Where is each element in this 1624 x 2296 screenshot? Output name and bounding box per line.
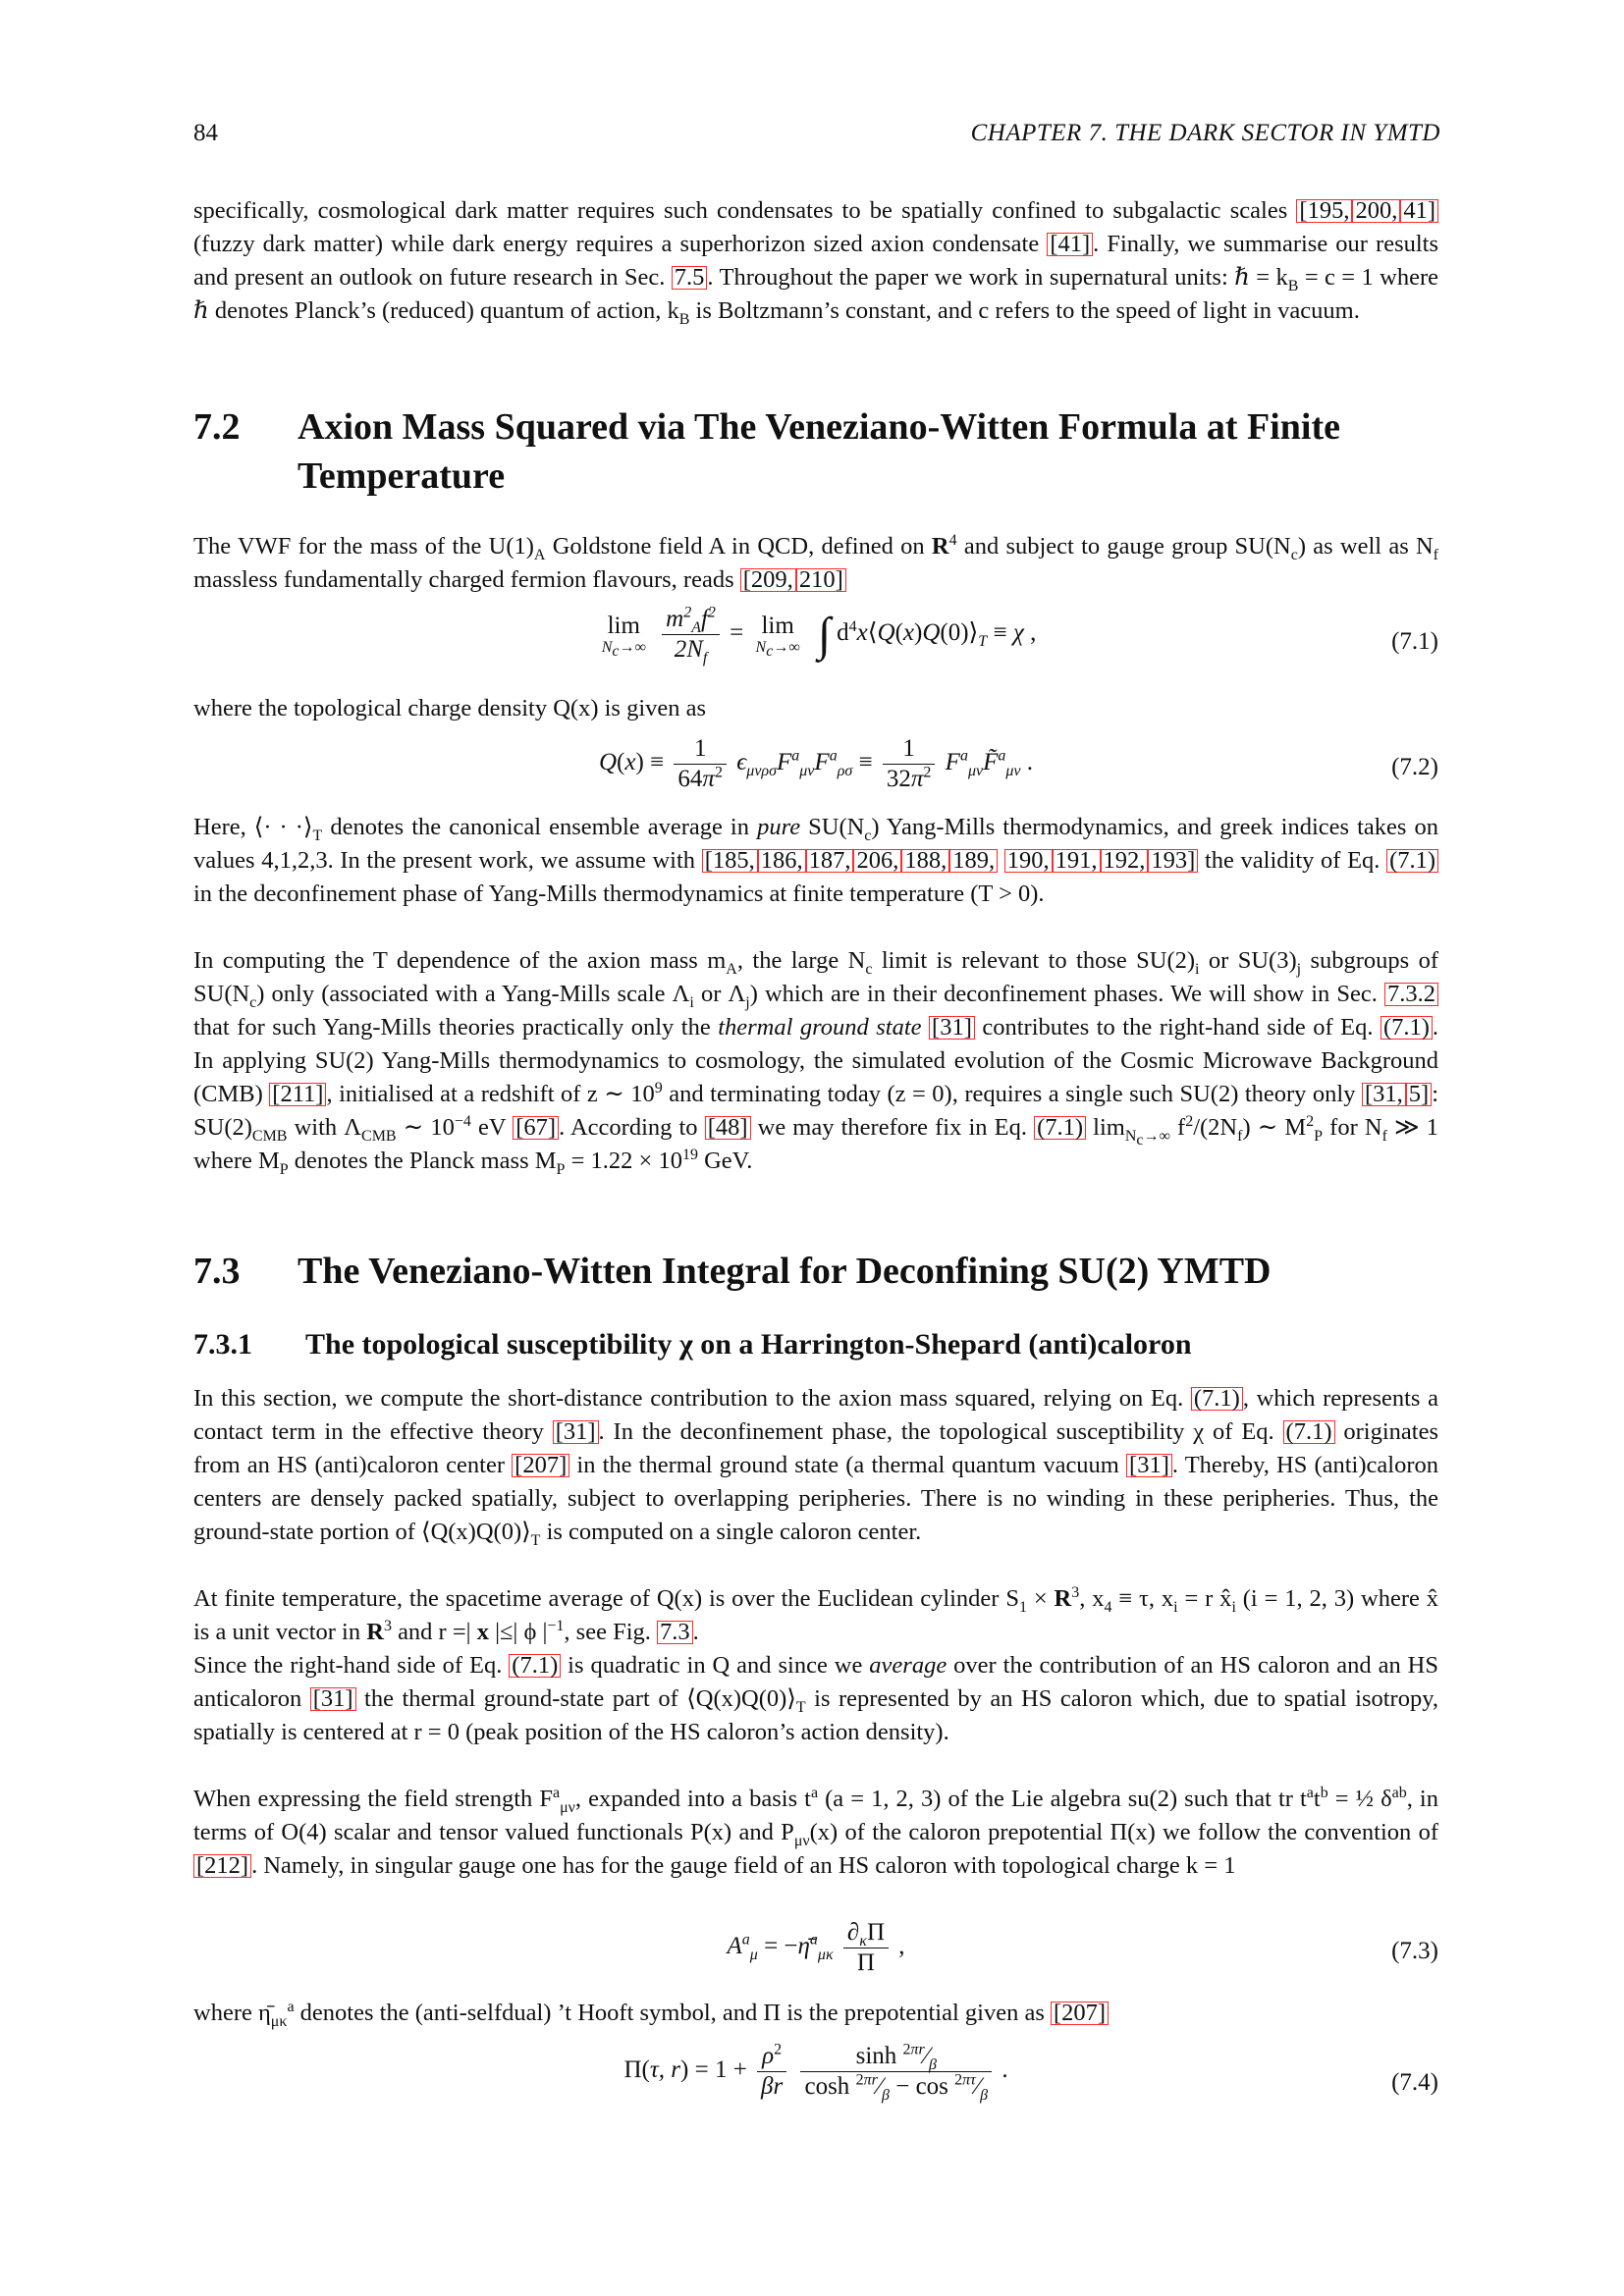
citation-link[interactable]: 191, [1053,849,1101,873]
where-line: where the topological charge density Q(x) is given as [193,695,707,721]
section-7-2-paragraph-1: The VWF for the mass of the $U(1)_A$ Goldstone field A in QCD, defined on $R^4$ and subject to gauge group $SU(N_c)$ as well as $N_f$ massless fundamentally charged fermion flavours, reads [209, 210] [193,531,1438,593]
section-ref-link[interactable]: 7.5 [672,266,708,290]
equation-ref-link[interactable]: (7.1) [1034,1116,1086,1140]
citation-link[interactable]: 189, [949,849,998,873]
citation-link[interactable]: 193] [1148,849,1198,873]
equation-ref-link[interactable]: (7.1) [1191,1387,1243,1411]
citation-link[interactable]: 188, [901,849,949,873]
citation-link[interactable]: 187, [806,849,854,873]
section-ref-link[interactable]: 7.3.2 [1384,983,1438,1006]
citation-link[interactable]: 186, [758,849,806,873]
equation-ref-link[interactable]: (7.1) [1386,849,1438,873]
equation-label: (7.1) [1391,628,1438,655]
subsection-heading-7-3-1: 7.3.1 The topological susceptibility χ on a Harrington-Shepard (anti)caloron [193,1325,1438,1364]
page-number: 84 [193,120,218,146]
citation-link[interactable]: [31] [310,1687,356,1711]
section-7-3-1-paragraph-5: where $\etā_{\mu\kappa}^a$ denotes the (anti-selfdual) ’t Hooft symbol, and Π is the prepotential given as [207] [193,1997,1438,2030]
citation-link[interactable]: [185, [702,849,758,873]
equation-ref-link[interactable]: (7.1) [509,1654,561,1678]
citation-link[interactable]: [212] [193,1854,251,1878]
citation-link[interactable]: 5] [1406,1083,1432,1106]
citation-link[interactable]: [41] [1047,233,1093,256]
section-heading-7-2: 7.2 Axion Mass Squared via The Veneziano-Witten Formula at Finite Temperature [193,402,1438,501]
citation-link[interactable]: [31] [553,1420,599,1444]
equation-body: $A^a_\mu$ = −η̄$^a_{\mu\kappa}$ $\frac{\partial_\kappa\Pi}{\Pi}$ , [727,1919,905,1976]
section-7-3-1-paragraph-1: In this section, we compute the short-distance contribution to the axion mass squared, relying on Eq. (7.1) , which represents a contact term in the effective theory [31] . In the deconfinement phase, the topological susceptibility χ of Eq. (7.1) originates from an HS (anti)caloron center [207] in the thermal ground state (a thermal quantum vacuum [31] . Thereby, HS (anti)caloron centers are densely packed spatially, subject to overlapping peripheries. There is no winding in these peripheries. Thus, the ground-state portion of $⟨Q(x)Q(0)⟩_T$ is computed on a single caloron center. [193,1385,1438,1549]
citation-link[interactable]: [31] [929,1016,975,1040]
equation-label: (7.3) [1391,1938,1438,1964]
running-header [193,116,1440,151]
equation-7-4 [193,2042,1438,2130]
section-7-3-1-paragraph-3: Since the right-hand side of Eq. (7.1) is quadratic in Q and since we average over the contribution of an HS caloron and an HS anticaloron [31] the thermal ground-state part of $⟨Q(x)Q(0)⟩_T$ is represented by an HS caloron which, due to spatial isotropy, spatially is centered at r = 0 (peak position of the HS caloron’s action density). [193,1652,1438,1745]
section-heading-7-3: 7.3 The Veneziano-Witten Integral for Deconfining SU(2) YMTD [193,1247,1438,1296]
citation-link[interactable]: 210] [796,568,846,592]
citation-link[interactable]: [67] [513,1116,559,1140]
equation-7-1 [193,605,1438,683]
equation-body: Π(τ, r) = 1 + $\frac{\rho^2}{\beta r}$ $\frac{\sinh ^{2\pi r}⁄_\beta}{\cosh ^{2\pi r}⁄_\beta - \cos ^{2\pi\tau}⁄_\beta}$ . [623,2041,1008,2104]
running-title: CHAPTER 7. THE DARK SECTOR IN YMTD [970,120,1440,146]
citation-link[interactable]: [31] [1126,1454,1172,1477]
equation-label: (7.4) [1391,2069,1438,2096]
equation-body: Q(x) ≡ $\frac{1}{64\pi^2}$ $\epsilon_{\mu\nu\rho\sigma}F^a_{\mu\nu}F^a_{\rho\sigma}$ ≡ $\frac{1}{32\pi^2}$ $F^a_{\mu\nu}F̃^a_{\mu\nu}$ . [598,735,1033,792]
subsection-title: The topological susceptibility χ on a Harrington-Shepard (anti)caloron [305,1328,1192,1361]
citation-link[interactable]: 192, [1101,849,1149,873]
citation-link[interactable]: [207] [1051,2002,1109,2025]
equation-ref-link[interactable]: (7.1) [1283,1420,1335,1444]
equation-label: (7.2) [1391,754,1438,780]
citation-link[interactable]: 41] [1400,199,1438,223]
citation-link[interactable]: [195, [1296,199,1352,223]
section-7-3-1-paragraph-2: At finite temperature, the spacetime average of Q(x) is over the Euclidean cylinder $S_1 \times R^3$, $x_4 \equiv \tau$, $x_i = r$ $x̂_i$ (i = 1, 2, 3) where x̂ is a unit vector in $R^3$ and r =| x |≤| ϕ $|^{-1}$, see Fig. 7.3 . [193,1583,1439,1645]
section-7-2-paragraph-2: Here, ⟨· · $\cdot⟩_T$ denotes the canonical ensemble average in pure $SU(N_c)$ Yang-Mills thermodynamics, and greek indices takes on values 4,1,2,3. In the present work, we assume with [185, 186, 187, 206, 188, 189, 190, 191, 192, 193] the validity of Eq. (7.1) in the deconfinement phase of Yang-Mills thermodynamics at finite temperature (T > 0). [193,814,1439,907]
equation-ref-link[interactable]: (7.1) [1380,1016,1433,1040]
section-7-3-1-paragraph-4: When expressing the field strength $F^a_{\mu\nu}$, expanded into a basis $t^a$ (a = 1, 2, 3) of the Lie algebra su(2) such that tr $t^at^b$ = ½ $\delta^{ab}$, in terms of O(4) scalar and tensor valued functionals P(x) and $P_{\mu\nu}(x)$ of the caloron prepotential Π(x) we follow the convention of [212] . Namely, in singular gauge one has for the gauge field of an HS caloron with topological charge k = 1 [193,1784,1438,1879]
citation-link[interactable]: 206, [853,849,901,873]
citation-link[interactable]: 190, [1004,849,1053,873]
figure-ref-link[interactable]: 7.3 [657,1621,693,1644]
citation-link[interactable]: 200, [1352,199,1400,223]
equation-body: lim $N_c\to\infty$ $\frac{m^2_Af^2}{2N_f}$ = lim $N_c\to\infty$ ∫ $d^4x⟨Q(x)Q(0)⟩_T \equiv \chi$ , [601,604,1037,667]
equation-7-3 [193,1918,1438,1991]
citation-link[interactable]: [207] [512,1454,569,1477]
intro-paragraph: specifically, cosmological dark matter requires such condensates to be spatially confined to subgalactic scales [195, 200, 41] (fuzzy dark matter) while dark energy requires a superhorizon sized axion condensate [41] . Finally, we summarise our results and present an outlook on future research in Sec. 7.5 . Throughout the paper we work in supernatural units: ℏ = $k_B = c = 1$ where ℏ denotes Planck’s (reduced) quantum of action, $k_B$ is Boltzmann’s constant, and c refers to the speed of light in vacuum. [193,197,1438,328]
citation-link[interactable]: [48] [705,1116,751,1140]
section-title: Axion Mass Squared via The Veneziano-Witten Formula at Finite Temperature [298,406,1340,497]
equation-7-2 [193,734,1438,813]
section-7-2-paragraph-3: In computing the T dependence of the axion mass $m_A$, the large $N_c$ limit is relevant to those $SU(2)_i$ or $SU(3)_j$ subgroups of $SU(N_c)$ only (associated with a Yang-Mills scale $\Lambda_i$ or $\Lambda_j$) which are in their deconfinement phases. We will show in Sec. 7.3.2 that for such Yang-Mills theories practically only the thermal ground state [31] contributes to the right-hand side of Eq. (7.1) . In applying SU(2) Yang-Mills thermodynamics to cosmology, the simulated evolution of the Cosmic Microwave Background (CMB) [211] , initialised at a redshift of z ∼ $10^9$ and terminating today (z = 0), requires a single such SU(2) theory only [31, 5] : $SU(2)_{CMB}$ with $\Lambda_{CMB}$ ∼ $10^{-4}$ eV [67] . According to [48] we may therefore fix in Eq. (7.1) $\lim_{N_c\to\infty} f^2/(2N_f)$ ∼ $M^2_P$ for $N_f$ ≫ 1 where $M_P$ denotes the Planck mass $M_P = 1.22 \times 10^{19}$ GeV. [193,947,1439,1178]
citation-link[interactable]: [209, [740,568,796,592]
citation-link[interactable]: [31, [1362,1083,1406,1106]
section-title: The Veneziano-Witten Integral for Deconfining SU(2) YMTD [298,1251,1272,1292]
citation-link[interactable]: [211] [269,1083,326,1106]
